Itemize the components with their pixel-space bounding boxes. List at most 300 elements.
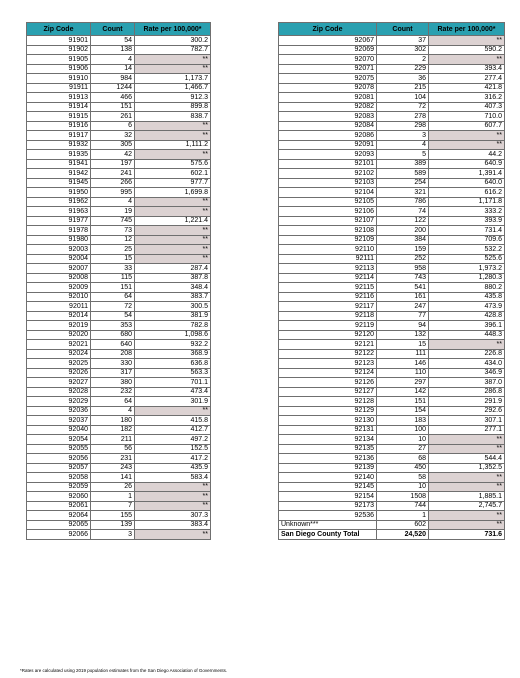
rate-header: Rate per 100,000* [429,23,505,36]
table-row [27,482,211,492]
count-cell: 4 [91,406,135,416]
table-row [27,36,211,46]
count-cell: 1508 [377,492,429,502]
zip-code-cell: 92056 [27,454,91,464]
count-cell: 1244 [91,83,135,93]
count-cell: 110 [377,368,429,378]
table-row [279,216,505,226]
table-row [279,55,505,65]
rate-cell: 709.6 [429,235,505,245]
rate-cell: 1,885.1 [429,492,505,502]
table-row [27,64,211,74]
table-row [279,340,505,350]
zip-code-cell: 92101 [279,159,377,169]
count-cell: 786 [377,197,429,207]
rate-cell: ** [429,511,505,521]
table-row [279,264,505,274]
zip-code-cell: 92136 [279,454,377,464]
table-row [279,463,505,473]
zip-code-cell: 92109 [279,235,377,245]
count-cell: 243 [91,463,135,473]
zip-code-cell: 92060 [27,492,91,502]
zip-code-cell: 92054 [27,435,91,445]
count-cell: 64 [91,397,135,407]
zip-code-cell: 92065 [27,520,91,530]
rate-cell: ** [135,55,211,65]
table-row [27,416,211,426]
table-row [27,311,211,321]
count-cell: 6 [91,121,135,131]
rate-cell: 1,098.6 [135,330,211,340]
count-cell: 995 [91,188,135,198]
zip-code-cell: 92127 [279,387,377,397]
count-cell: 182 [91,425,135,435]
zip-code-cell: 92128 [279,397,377,407]
zip-code-cell: 91910 [27,74,91,84]
rate-cell: 301.9 [135,397,211,407]
count-cell: 744 [377,501,429,511]
rate-cell: 396.1 [429,321,505,331]
rate-cell: 838.7 [135,112,211,122]
table-row [27,74,211,84]
rate-cell: ** [429,140,505,150]
rate-cell: 473.9 [429,302,505,312]
count-cell: 298 [377,121,429,131]
rate-cell: 44.2 [429,150,505,160]
rate-cell: ** [135,501,211,511]
table-row [27,425,211,435]
count-cell: 180 [91,416,135,426]
zip-code-cell: 92536 [279,511,377,521]
count-cell: 200 [377,226,429,236]
total-rate: 731.6 [429,530,505,540]
zip-code-cell: 91935 [27,150,91,160]
table-row [279,406,505,416]
rate-cell: 899.8 [135,102,211,112]
count-cell: 141 [91,473,135,483]
count-cell: 958 [377,264,429,274]
count-cell: 208 [91,349,135,359]
count-cell: 15 [91,254,135,264]
table-row [27,83,211,93]
table-row [279,302,505,312]
zip-code-cell: 91977 [27,216,91,226]
table-row [279,397,505,407]
table-row [27,397,211,407]
zip-code-cell: 92129 [279,406,377,416]
count-cell: 254 [377,178,429,188]
table-row [279,169,505,179]
table-row [279,416,505,426]
count-cell: 155 [91,511,135,521]
table-row [279,492,505,502]
count-header: Count [377,23,429,36]
zip-code-cell: 92078 [279,83,377,93]
zip-code-cell: 92025 [27,359,91,369]
count-cell: 72 [377,102,429,112]
zip-code-cell: 92102 [279,169,377,179]
count-cell: 7 [91,501,135,511]
count-cell: 146 [377,359,429,369]
rate-cell: ** [135,254,211,264]
table-row [279,349,505,359]
rate-cell: 1,111.2 [135,140,211,150]
count-cell: 640 [91,340,135,350]
rate-cell: ** [135,406,211,416]
zip-code-cell: 92122 [279,349,377,359]
table-row [27,140,211,150]
count-cell: 321 [377,188,429,198]
count-cell: 10 [377,435,429,445]
count-cell: 159 [377,245,429,255]
count-cell: 211 [91,435,135,445]
rate-cell: 307.3 [135,511,211,521]
rate-cell: 300.2 [135,36,211,46]
rate-cell: 525.6 [429,254,505,264]
table-header-row [279,23,505,36]
rate-cell: ** [135,197,211,207]
county-total-row [279,530,505,540]
table-row [279,121,505,131]
total-label: San Diego County Total [279,530,377,540]
count-cell: 19 [91,207,135,217]
zip-code-cell: 92123 [279,359,377,369]
count-cell: 115 [91,273,135,283]
zip-code-cell: 92027 [27,378,91,388]
zip-code-cell: 92028 [27,387,91,397]
count-cell: 5 [377,150,429,160]
rate-cell: 393.4 [429,64,505,74]
rate-cell: 412.7 [135,425,211,435]
zip-code-cell: 92069 [279,45,377,55]
zip-code-cell: 92091 [279,140,377,150]
count-cell: 317 [91,368,135,378]
table-row [279,444,505,454]
table-row [279,425,505,435]
count-cell: 353 [91,321,135,331]
table-row [27,530,211,540]
table-row [27,340,211,350]
table-row [279,140,505,150]
zip-code-cell: 92037 [27,416,91,426]
zip-code-cell: 92106 [279,207,377,217]
count-cell: 14 [91,64,135,74]
rate-cell: ** [135,150,211,160]
rate-cell: 383.4 [135,520,211,530]
rate-cell: ** [429,435,505,445]
count-cell: 64 [91,292,135,302]
rate-cell: 417.2 [135,454,211,464]
table-row [279,330,505,340]
rate-cell: 1,280.3 [429,273,505,283]
zip-code-cell: 92113 [279,264,377,274]
count-cell: 26 [91,482,135,492]
zip-code-cell: 92070 [279,55,377,65]
table-row [27,520,211,530]
zip-code-cell: 92093 [279,150,377,160]
rate-cell: 583.4 [135,473,211,483]
zip-code-cell: 92075 [279,74,377,84]
count-cell: 252 [377,254,429,264]
count-cell: 122 [377,216,429,226]
rate-cell: 1,352.5 [429,463,505,473]
rate-cell: 977.7 [135,178,211,188]
count-cell: 241 [91,169,135,179]
rate-cell: ** [135,121,211,131]
zip-code-header: Zip Code [27,23,91,36]
zip-code-cell: 92036 [27,406,91,416]
zip-code-cell: 92131 [279,425,377,435]
count-cell: 466 [91,93,135,103]
zip-code-cell: 92007 [27,264,91,274]
zip-code-cell: 91905 [27,55,91,65]
count-cell: 37 [377,36,429,46]
table-row [279,102,505,112]
table-row [27,245,211,255]
rate-cell: 932.2 [135,340,211,350]
zip-code-cell: 92103 [279,178,377,188]
count-cell: 745 [91,216,135,226]
table-row [27,492,211,502]
zip-code-cell: 92009 [27,283,91,293]
zip-code-cell: 91914 [27,102,91,112]
zip-code-cell: 91962 [27,197,91,207]
table-row [279,292,505,302]
zip-code-cell: 92086 [279,131,377,141]
table-row [27,102,211,112]
zip-code-cell: 92114 [279,273,377,283]
count-cell: 197 [91,159,135,169]
count-cell: 15 [377,340,429,350]
rate-cell: 368.9 [135,349,211,359]
rate-header: Rate per 100,000* [135,23,211,36]
table-row [279,226,505,236]
rate-cell: 291.9 [429,397,505,407]
table-row [279,74,505,84]
table-row [279,482,505,492]
count-cell: 111 [377,349,429,359]
count-cell: 154 [377,406,429,416]
table-row [27,188,211,198]
table-row [27,273,211,283]
rate-cell: ** [135,530,211,540]
table-row [279,273,505,283]
zip-code-cell: 92081 [279,93,377,103]
table-row [279,45,505,55]
count-cell: 72 [91,302,135,312]
count-cell: 33 [91,264,135,274]
count-cell: 25 [91,245,135,255]
count-cell: 56 [91,444,135,454]
zip-code-cell: 92130 [279,416,377,426]
zip-code-cell: 91906 [27,64,91,74]
count-cell: 4 [91,55,135,65]
rate-cell: 563.3 [135,368,211,378]
rate-cell: 435.9 [135,463,211,473]
count-cell: 27 [377,444,429,454]
rate-cell: 575.6 [135,159,211,169]
table-row [27,169,211,179]
rate-cell: 348.4 [135,283,211,293]
table-row [27,283,211,293]
zip-code-cell: 92029 [27,397,91,407]
zip-code-cell: 91963 [27,207,91,217]
table-row [279,64,505,74]
table-row [279,112,505,122]
table-row [27,359,211,369]
zip-code-cell: 91915 [27,112,91,122]
right-zip-table [278,22,505,540]
count-cell: 2 [377,55,429,65]
count-cell: 161 [377,292,429,302]
table-row [279,131,505,141]
table-row [27,45,211,55]
table-row [279,83,505,93]
table-row [27,330,211,340]
table-row [27,321,211,331]
rate-cell: ** [429,36,505,46]
table-row [279,150,505,160]
zip-code-cell: 91978 [27,226,91,236]
footnote-rates: *Rates are calculated using 2019 population estimates from the San Diego Association of Governments. [20,668,228,673]
count-cell: 77 [377,311,429,321]
rate-cell: ** [135,226,211,236]
table-row [27,216,211,226]
rate-cell: ** [135,131,211,141]
rate-cell: 448.3 [429,330,505,340]
count-cell: 1 [91,492,135,502]
zip-code-cell: 92014 [27,311,91,321]
rate-cell: 383.7 [135,292,211,302]
zip-code-cell: 92021 [27,340,91,350]
left-table-body [27,36,211,540]
rate-cell: 415.8 [135,416,211,426]
rate-cell: 428.8 [429,311,505,321]
table-row [279,378,505,388]
table-row [279,501,505,511]
zip-code-cell: 91911 [27,83,91,93]
rate-cell: 532.2 [429,245,505,255]
table-row [27,197,211,207]
zip-code-cell: 92124 [279,368,377,378]
zip-code-cell: 92004 [27,254,91,264]
table-row [279,254,505,264]
zip-code-cell: 92117 [279,302,377,312]
zip-code-cell: 92011 [27,302,91,312]
count-cell: 261 [91,112,135,122]
zip-code-cell: 92061 [27,501,91,511]
rate-cell: ** [429,482,505,492]
table-row [27,159,211,169]
count-cell: 151 [91,102,135,112]
table-row [27,444,211,454]
count-cell: 278 [377,112,429,122]
count-cell: 73 [91,226,135,236]
count-cell: 215 [377,83,429,93]
rate-cell: 1,466.7 [135,83,211,93]
count-cell: 3 [91,530,135,540]
rate-cell: 912.3 [135,93,211,103]
total-count: 24,520 [377,530,429,540]
unknown-row [279,520,505,530]
rate-cell: 152.5 [135,444,211,454]
count-cell: 229 [377,64,429,74]
unknown-rate: ** [429,520,505,530]
table-row [279,159,505,169]
zip-code-cell: 92040 [27,425,91,435]
rate-cell: 333.2 [429,207,505,217]
table-row [27,226,211,236]
count-cell: 104 [377,93,429,103]
table-row [27,454,211,464]
rate-cell: 782.8 [135,321,211,331]
zip-code-cell: 92115 [279,283,377,293]
count-cell: 680 [91,330,135,340]
zip-code-cell: 92008 [27,273,91,283]
rate-cell: 387.0 [429,378,505,388]
rate-cell: ** [429,444,505,454]
rate-cell: 701.1 [135,378,211,388]
table-row [279,178,505,188]
zip-code-cell: 92119 [279,321,377,331]
rate-cell: ** [135,482,211,492]
table-row [27,131,211,141]
rate-cell: ** [429,55,505,65]
count-cell: 94 [377,321,429,331]
table-row [27,264,211,274]
rate-cell: 277.4 [429,74,505,84]
zip-code-cell: 92107 [279,216,377,226]
rate-cell: 607.7 [429,121,505,131]
rate-cell: 421.8 [429,83,505,93]
table-row [279,321,505,331]
zip-code-cell: 92067 [279,36,377,46]
rate-cell: 307.1 [429,416,505,426]
zip-code-cell: 92026 [27,368,91,378]
table-row [27,435,211,445]
table-row [27,93,211,103]
rate-cell: 434.0 [429,359,505,369]
rate-cell: 590.2 [429,45,505,55]
count-cell: 138 [91,45,135,55]
table-row [279,93,505,103]
count-cell: 132 [377,330,429,340]
rate-cell: 1,973.2 [429,264,505,274]
count-cell: 302 [377,45,429,55]
rate-cell: 407.3 [429,102,505,112]
table-row [27,292,211,302]
count-cell: 1 [377,511,429,521]
count-cell: 380 [91,378,135,388]
count-cell: 266 [91,178,135,188]
zip-code-cell: 91950 [27,188,91,198]
count-cell: 4 [91,197,135,207]
table-row [27,112,211,122]
count-cell: 58 [377,473,429,483]
table-row [27,473,211,483]
table-row [27,501,211,511]
count-cell: 297 [377,378,429,388]
count-cell: 12 [91,235,135,245]
count-cell: 247 [377,302,429,312]
zip-code-cell: 91901 [27,36,91,46]
rate-cell: ** [429,340,505,350]
zip-code-cell: 91913 [27,93,91,103]
rate-cell: 2,745.7 [429,501,505,511]
zip-code-cell: 92057 [27,463,91,473]
zip-code-cell: 92071 [279,64,377,74]
table-row [27,254,211,264]
